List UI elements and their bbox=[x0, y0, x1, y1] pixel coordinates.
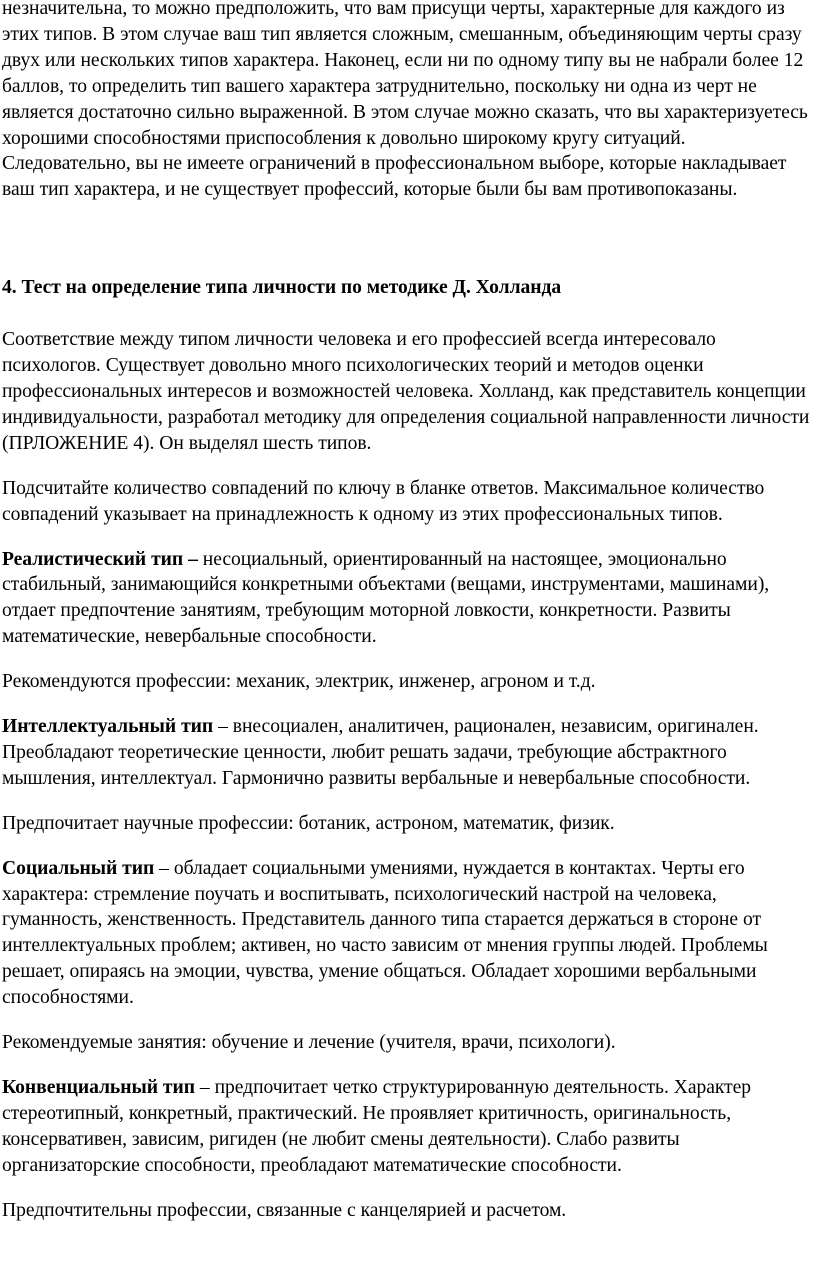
paragraph-conventional-professions: Предпочтительны профессии, связанные с канцелярией и расчетом. bbox=[2, 1199, 567, 1221]
body-realistic-type: несоциальный, ориентированный на настоящее, эмоционально стабильный, занимающийся конкретными объектами (вещами, инструментами, машинами), отдает предпочтение занятиям, требующим моторной ловкости, конкретности. Развиты математические, невербальные способности. bbox=[2, 548, 770, 648]
lead-intellectual-type: Интеллектуальный тип bbox=[2, 716, 214, 738]
body-conventional-type: – предпочитает четко структурированную деятельность. Характер стереотипный, конкретный, практический. Не проявляет критичность, оригинальность, консервативен, зависим, ригиден (не любит смены деятельности). Слабо развиты организаторские способности, преобладают математические способности. bbox=[2, 1077, 751, 1176]
paragraph-realistic-type bbox=[2, 547, 814, 651]
lead-conventional-type: Конвенциальный тип bbox=[2, 1077, 195, 1098]
paragraph-intro: незначительна, то можно предположить, что вам присущи черты, характерные для каждого из этих типов. В этом случае ваш тип является сложным, смешанным, объединяющим черты сразу двух или нескольких типов характера. Наконец, если ни по одному типу вы не набрали более 12 баллов, то определить тип вашего характера затруднительно, поскольку ни одна из черт не является достаточно сильно выраженной. В этом случае можно сказать, что вы характеризуетесь хорошими способностями приспособления к довольно широкому кругу ситуаций. Следовательно, вы не имеете ограничений в профессиональном выборе, которые накладывает ваш тип характера, и не существует профессий, которые были бы вам противопоказаны. bbox=[2, 0, 808, 201]
paragraph-realistic-professions: Рекомендуются профессии: механик, электрик, инженер, агроном и т.д. bbox=[2, 671, 596, 693]
paragraph-intellectual-professions: Предпочитает научные профессии: ботаник, астроном, математик, физик. bbox=[2, 812, 615, 834]
lead-social-type: Социальный тип bbox=[2, 857, 155, 879]
lead-realistic-type: Реалистический тип – bbox=[2, 548, 198, 570]
paragraph-scoring-instructions: Подсчитайте количество совпадений по ключу в бланке ответов. Максимальное количество совпадений указывает на принадлежность к одному из этих профессиональных типов. bbox=[2, 477, 765, 525]
paragraph-social-type bbox=[2, 856, 814, 1011]
body-intellectual-type: – внесоциален, аналитичен, рационален, независим, оригинален. Преобладают теоретические ценности, любит решать задачи, требующие абстрактного мышления, интеллектуал. Гармонично развиты вербальные и невербальные способности. bbox=[2, 716, 759, 789]
paragraph-conventional-type bbox=[2, 1075, 814, 1179]
body-social-type: – обладает социальными умениями, нуждается в контактах. Черты его характера: стремление поучать и воспитывать, психологический настрой на человека, гуманность, женственность. Представитель данного типа старается держаться в стороне от интеллектуальных проблем; активен, но часто зависим от мнения группы людей. Проблемы решает, опираясь на эмоции, чувства, умение общаться. Обладает хорошими вербальными способностями. bbox=[2, 857, 768, 1009]
document-body bbox=[2, 0, 814, 1224]
paragraph-intellectual-type bbox=[2, 714, 814, 792]
paragraph-social-professions: Рекомендуемые занятия: обучение и лечение (учителя, врачи, психологи). bbox=[2, 1032, 616, 1054]
paragraph-holland-intro: Соответствие между типом личности человека и его профессией всегда интересовало психологов. Существует довольно много психологических теорий и методов оценки профессиональных интересов и возможностей человека. Холланд, как представитель концепции индивидуальности, разработал методику для определения социальной направленности личности (ПРЛОЖЕНИЕ 4). Он выделял шесть типов. bbox=[2, 329, 810, 454]
section-heading-holland-test: 4. Тест на определение типа личности по методике Д. Холланда bbox=[2, 277, 562, 299]
